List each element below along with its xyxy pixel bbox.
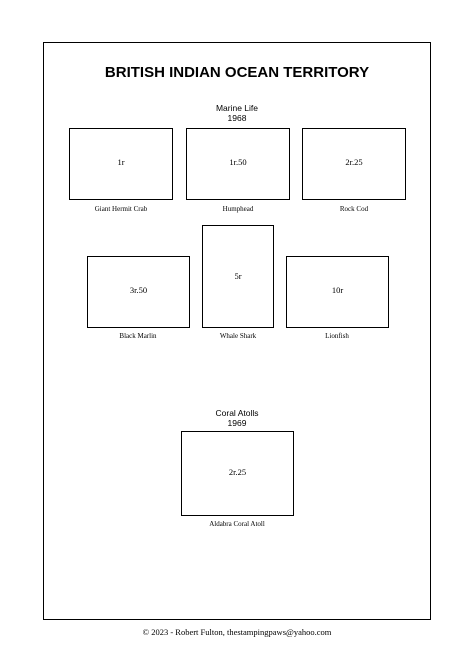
stamp-space-whale-shark [202, 225, 274, 328]
page-title: BRITISH INDIAN OCEAN TERRITORY [104, 64, 370, 81]
stamp-value: 5r [234, 271, 242, 281]
stamp-value: 1r.50 [229, 157, 247, 167]
stamp-caption: Whale Shark [219, 332, 257, 340]
stamp-value: 3r.50 [129, 285, 148, 295]
stamp-value: 2r.25 [345, 157, 363, 167]
stamp-space-lionfish [286, 256, 389, 328]
stamp-space-black-marlin [87, 256, 190, 328]
stamp-space-aldabra-coral-atoll [181, 431, 294, 516]
section-name: Coral Atolls [215, 408, 259, 418]
stamp-space-humphead [186, 128, 290, 200]
stamp-value: 2r.25 [228, 467, 247, 477]
stamp-space-giant-hermit-crab [69, 128, 173, 200]
section-heading-coral-atolls [43, 408, 431, 428]
stamp-caption: Black Marlin [119, 332, 157, 340]
section-year: 1968 [227, 113, 247, 123]
stamp-caption: Rock Cod [339, 205, 369, 213]
stamp-space-rock-cod [302, 128, 406, 200]
stamp-caption: Aldabra Coral Atoll [209, 520, 265, 528]
section-year: 1969 [227, 418, 247, 428]
stamp-caption: Lionfish [325, 332, 349, 340]
stamp-caption: Giant Hermit Crab [94, 205, 148, 213]
stamp-value: 1r [117, 157, 125, 167]
stamp-caption: Humphead [222, 205, 254, 213]
section-name: Marine Life [215, 103, 259, 113]
footer-copyright: © 2023 - Robert Fulton, thestampingpaws@yahoo.com [142, 627, 332, 637]
stamp-value: 10r [331, 285, 344, 295]
section-heading-marine-life [43, 103, 431, 123]
